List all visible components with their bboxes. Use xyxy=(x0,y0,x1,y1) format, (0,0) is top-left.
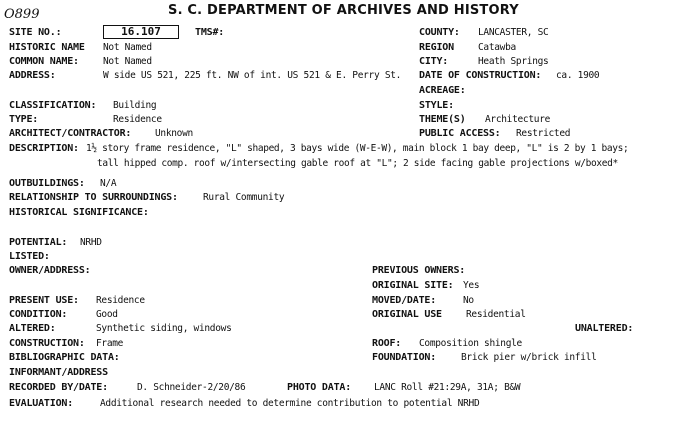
site-no-value: 16.107 xyxy=(103,25,179,39)
recorded-by-value: D. Schneider-2/20/86 xyxy=(137,382,246,393)
condition-label: CONDITION: xyxy=(9,309,68,320)
condition-value: Good xyxy=(96,309,118,320)
previous-owners-label: PREVIOUS OWNERS: xyxy=(372,265,466,276)
county-value: LANCASTER, SC xyxy=(478,27,549,38)
outbuildings-label: OUTBUILDINGS: xyxy=(9,178,85,189)
tms-label: TMS#: xyxy=(195,27,225,38)
present-use-label: PRESENT USE: xyxy=(9,295,79,306)
common-name-label: COMMON NAME: xyxy=(9,56,79,67)
evaluation-value: Additional research needed to determine contribution to potential NRHD xyxy=(100,398,480,409)
potential-label: POTENTIAL: xyxy=(9,237,68,248)
date-of-construction-value: ca. 1900 xyxy=(556,70,600,81)
unaltered-label: UNALTERED: xyxy=(575,323,634,334)
relationship-label: RELATIONSHIP TO SURROUNDINGS: xyxy=(9,192,178,203)
present-use-value: Residence xyxy=(96,295,145,306)
architect-label: ARCHITECT/CONTRACTOR: xyxy=(9,128,132,139)
original-site-value: Yes xyxy=(463,280,480,291)
recorded-by-label: RECORDED BY/DATE: xyxy=(9,382,108,393)
site-no-label: SITE NO.: xyxy=(9,27,62,38)
construction-value: Frame xyxy=(96,338,124,349)
acreage-label: ACREAGE: xyxy=(419,85,466,96)
altered-value: Synthetic siding, windows xyxy=(96,323,232,334)
informant-label: INFORMANT/ADDRESS xyxy=(9,367,108,378)
original-site-label: ORIGINAL SITE: xyxy=(372,280,454,291)
common-name-value: Not Named xyxy=(103,56,152,67)
region-value: Catawba xyxy=(478,42,516,53)
type-label: TYPE: xyxy=(9,114,39,125)
moved-date-label: MOVED/DATE: xyxy=(372,295,437,306)
type-value: Residence xyxy=(113,114,162,125)
description-line-2: tall hipped comp. roof w/intersecting gable roof at "L"; 2 side facing gable projections w/boxed* xyxy=(97,158,618,169)
owner-address-label: OWNER/ADDRESS: xyxy=(9,265,91,276)
moved-date-value: No xyxy=(463,295,474,306)
relationship-value: Rural Community xyxy=(203,192,285,203)
description-label: DESCRIPTION: xyxy=(9,143,79,154)
date-of-construction-label: DATE OF CONSTRUCTION: xyxy=(419,70,542,81)
foundation-value: Brick pier w/brick infill xyxy=(461,352,597,363)
outbuildings-value: N/A xyxy=(100,178,117,189)
photo-data-label: PHOTO DATA: xyxy=(287,382,352,393)
architect-value: Unknown xyxy=(155,128,193,139)
public-access-label: PUBLIC ACCESS: xyxy=(419,128,501,139)
county-label: COUNTY: xyxy=(419,27,460,38)
roof-value: Composition shingle xyxy=(419,338,522,349)
document-title: S. C. DEPARTMENT OF ARCHIVES AND HISTORY xyxy=(168,3,519,18)
themes-value: Architecture xyxy=(485,114,551,125)
region-label: REGION xyxy=(419,42,454,53)
foundation-label: FOUNDATION: xyxy=(372,352,437,363)
address-value: W side US 521, 225 ft. NW of int. US 521 & E. Perry St. xyxy=(103,70,402,81)
classification-value: Building xyxy=(113,100,157,111)
photo-data-value: LANC Roll #21:29A, 31A; B&W xyxy=(374,382,521,393)
description-line-1: 1½ story frame residence, "L" shaped, 3 bays wide (W-E-W), main block 1 bay deep, "L" is 2 by 1 bays; xyxy=(86,143,629,154)
historic-name-label: HISTORIC NAME xyxy=(9,42,85,53)
original-use-label: ORIGINAL USE xyxy=(372,309,442,320)
historical-significance-label: HISTORICAL SIGNIFICANCE: xyxy=(9,207,149,218)
roof-label: ROOF: xyxy=(372,338,402,349)
city-label: CITY: xyxy=(419,56,449,67)
public-access-value: Restricted xyxy=(516,128,571,139)
evaluation-label: EVALUATION: xyxy=(9,398,74,409)
style-label: STYLE: xyxy=(419,100,454,111)
bibliographic-data-label: BIBLIOGRAPHIC DATA: xyxy=(9,352,120,363)
potential-value: NRHD xyxy=(80,237,102,248)
altered-label: ALTERED: xyxy=(9,323,56,334)
construction-label: CONSTRUCTION: xyxy=(9,338,85,349)
address-label: ADDRESS: xyxy=(9,70,56,81)
city-value: Heath Springs xyxy=(478,56,549,67)
original-use-value: Residential xyxy=(466,309,526,320)
classification-label: CLASSIFICATION: xyxy=(9,100,97,111)
historic-name-value: Not Named xyxy=(103,42,152,53)
handwritten-number: O899 xyxy=(4,7,40,22)
themes-label: THEME(S) xyxy=(419,114,466,125)
listed-label: LISTED: xyxy=(9,251,50,262)
